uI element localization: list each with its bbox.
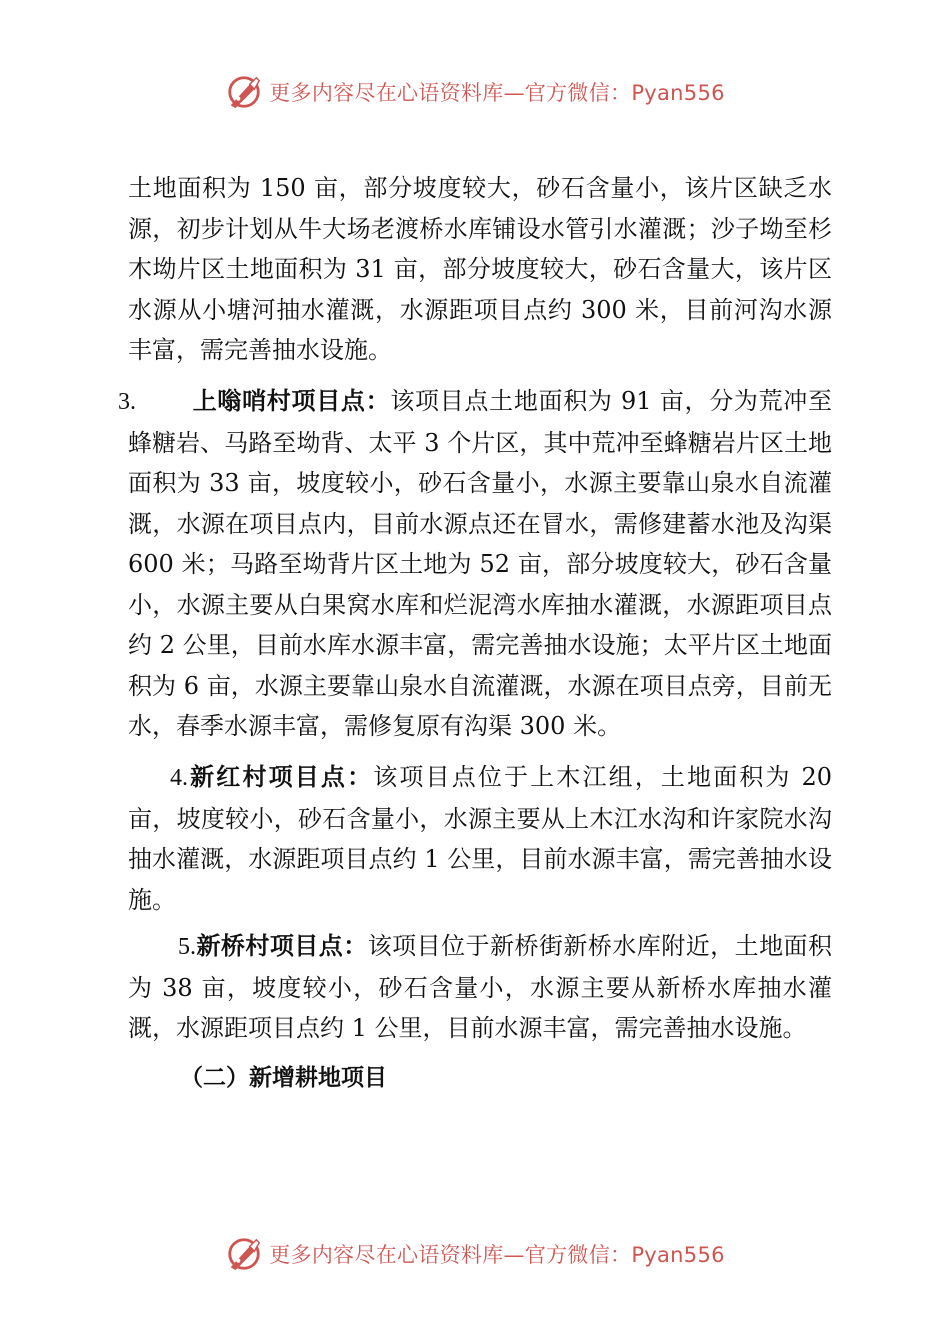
- header-watermark: [0, 72, 950, 112]
- pen-logo-icon: [225, 1235, 263, 1273]
- item-text: 该项目位于新桥街新桥水库附近，土地面积为 38 亩，坡度较小，砂石含量小，水源主要从新桥水库抽水灌溉，水源距项目点约 1 公里，目前水源丰富，需完善抽水设施。: [128, 932, 833, 1042]
- item-title: 新红村项目点：: [188, 763, 374, 791]
- item-text: 该项目点位于上木江组，土地面积为 20 亩，坡度较小，砂石含量小，水源主要从上木江水沟和许家院水沟抽水灌溉，水源距项目点约 1 公里，目前水源丰富，需完善抽水设施。: [128, 763, 833, 914]
- item-number: 5.: [178, 934, 196, 960]
- paragraph-continuation: [128, 168, 832, 371]
- watermark-text: 更多内容尽在心语资料库—官方微信：Pyan556: [269, 1243, 725, 1267]
- paragraph-text: 土地面积为 150 亩，部分坡度较大，砂石含量小，该片区缺乏水源，初步计划从牛大场老渡桥水库铺设水管引水灌溉；沙子坳至杉木坳片区土地面积为 31 亩，部分坡度较大，砂石含量大，该片区水源从小塘河抽水灌溉，水源距项目点约 300 米，目前河沟水源丰富，需完善抽水设施。: [128, 174, 832, 364]
- footer-watermark: [0, 1234, 950, 1274]
- item-title: 上嗡哨村项目点：: [192, 387, 391, 415]
- pen-logo-icon: [225, 73, 263, 111]
- paragraph-item-3: [118, 381, 833, 747]
- paragraph-item-4: [128, 757, 832, 920]
- watermark-text: 更多内容尽在心语资料库—官方微信：Pyan556: [269, 81, 725, 105]
- paragraph-item-5: [128, 926, 832, 1049]
- item-title: 新桥村项目点：: [196, 932, 368, 960]
- item-number: 4.: [170, 765, 188, 791]
- section-heading: （二）新增耕地项目: [180, 1065, 387, 1091]
- item-text: 该项目点土地面积为 91 亩，分为荒冲至蜂糖岩、马路至坳背、太平 3 个片区，其中荒冲至蜂糖岩片区土地面积为 33 亩，坡度较小，砂石含量小，水源主要靠山泉水自流灌溉，水源在项目点内，目前水源点还在冒水，需修建蓄水池及沟渠 600 米；马路至坳背片区土地为 52 亩，部分坡度较大，砂石含量小，水源主要从白果窝水库和烂泥湾水库抽水灌溉，水源距项目点约 2 公里，目前水库水源丰富，需完善抽水设施；太平片区土地面积为 6 亩，水源主要靠山泉水自流灌溉，水源在项目点旁，目前无水，春季水源丰富，需修复原有沟渠 300 米。: [128, 387, 833, 740]
- item-number: 3.: [118, 389, 136, 415]
